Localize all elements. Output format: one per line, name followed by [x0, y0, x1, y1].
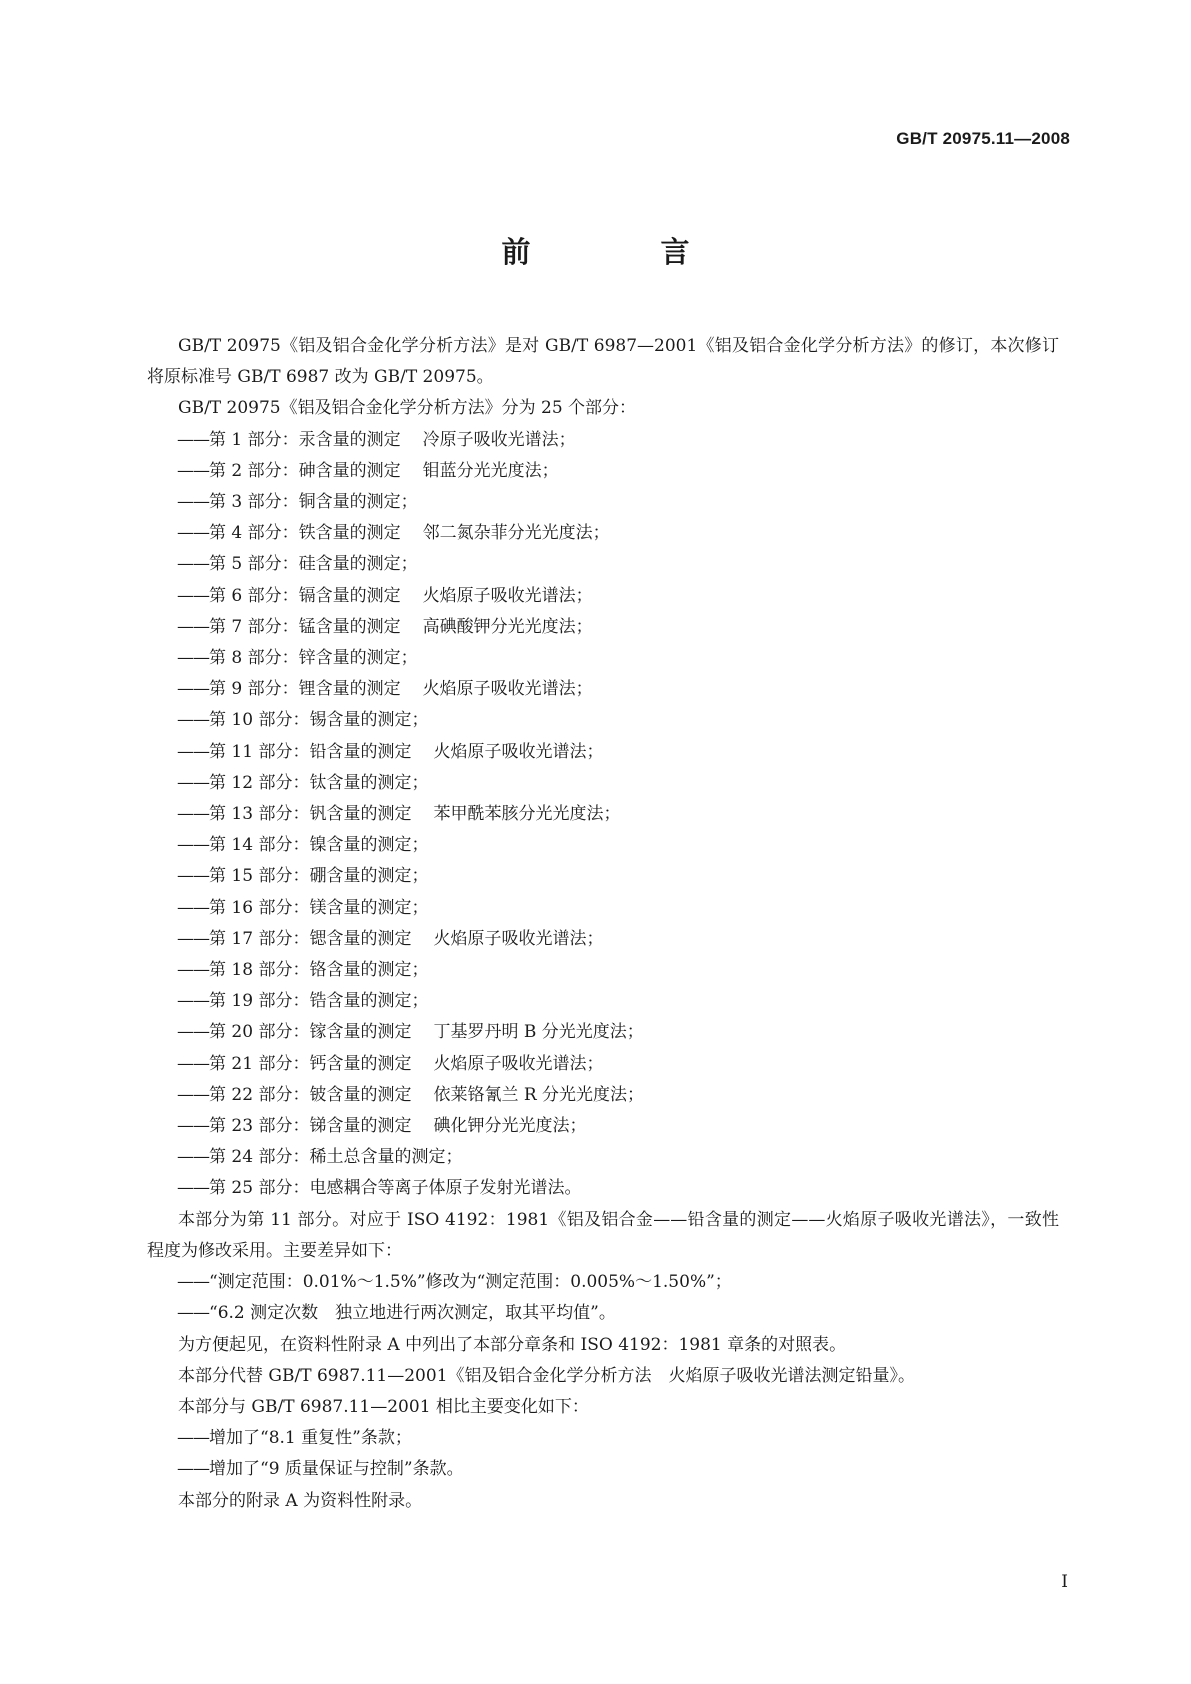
part-label: 第 10 部分：锡含量的测定；	[209, 710, 429, 731]
em-dash: ——	[177, 429, 209, 450]
part-method: 高碘酸钾分光光度法；	[422, 616, 593, 637]
part-method: 碘化钾分光光度法；	[433, 1116, 587, 1137]
change-item	[147, 1423, 1059, 1454]
part-label: 第 14 部分：镍含量的测定；	[209, 835, 429, 856]
em-dash: ——	[177, 804, 209, 825]
part-label: 第 18 部分：铬含量的测定；	[209, 960, 429, 981]
part-label: 第 15 部分：硼含量的测定；	[209, 866, 429, 887]
em-dash: ——	[177, 1084, 209, 1105]
intro-paragraph: GB/T 20975《铝及铝合金化学分析方法》是对 GB/T 6987—2001《铝及铝合金化学分析方法》的修订，本次修订将原标准号 GB/T 6987 改为 GB/T 20975。	[147, 336, 1059, 388]
em-dash: ——	[177, 835, 209, 856]
em-dash: ——	[177, 460, 209, 481]
part-list-item	[147, 1142, 1059, 1173]
part-list-item	[147, 487, 1059, 518]
part-list-item	[147, 1049, 1059, 1080]
em-dash: ——	[177, 1459, 209, 1480]
part-label: 第 13 部分：钒含量的测定	[209, 804, 412, 825]
em-dash: ——	[177, 960, 209, 981]
part-method: 苯甲酰苯胲分光光度法；	[433, 804, 621, 825]
difference-item	[147, 1267, 1059, 1298]
annex-final-paragraph: 本部分的附录 A 为资料性附录。	[178, 1490, 423, 1511]
part-method: 邻二氮杂菲分光光度法；	[422, 523, 610, 544]
part-label: 第 9 部分：锂含量的测定	[209, 679, 401, 700]
em-dash: ——	[177, 585, 209, 606]
part-list-item	[147, 643, 1059, 674]
change-item-text: 增加了“8.1 重复性”条款；	[209, 1428, 412, 1449]
changes-paragraph: 本部分与 GB/T 6987.11—2001 相比主要变化如下：	[178, 1396, 589, 1417]
em-dash: ——	[177, 1116, 209, 1137]
part-label: 第 8 部分：锌含量的测定；	[209, 648, 418, 669]
standard-number: GB/T 20975.11—2008	[896, 129, 1070, 148]
part-list-item	[147, 1111, 1059, 1142]
part-label: 第 11 部分：铅含量的测定	[209, 741, 412, 762]
part-label: 第 19 部分：锆含量的测定；	[209, 991, 429, 1012]
em-dash: ——	[177, 897, 209, 918]
part-method: 钼蓝分光光度法；	[422, 460, 559, 481]
em-dash: ——	[177, 1147, 209, 1168]
part-list-item	[147, 1080, 1059, 1111]
em-dash: ——	[177, 1272, 209, 1293]
em-dash: ——	[177, 679, 209, 700]
difference-item	[147, 1298, 1059, 1329]
parts-intro-paragraph: GB/T 20975《铝及铝合金化学分析方法》分为 25 个部分：	[178, 398, 637, 419]
em-dash: ——	[177, 648, 209, 669]
part-label: 第 5 部分：硅含量的测定；	[209, 554, 418, 575]
part-list-item	[147, 549, 1059, 580]
part-list-item	[147, 581, 1059, 612]
part-label: 第 6 部分：镉含量的测定	[209, 585, 401, 606]
part-label: 第 23 部分：锑含量的测定	[209, 1116, 412, 1137]
part-label: 第 16 部分：镁含量的测定；	[209, 897, 429, 918]
part-method: 火焰原子吸收光谱法；	[433, 1053, 604, 1074]
part-method: 火焰原子吸收光谱法；	[433, 928, 604, 949]
difference-item-text: “6.2 测定次数 独立地进行两次测定，取其平均值”。	[209, 1303, 616, 1324]
part-list-item	[147, 924, 1059, 955]
parts-list	[147, 425, 1059, 1205]
part-list-item	[147, 705, 1059, 736]
annex-note-paragraph: 为方便起见，在资料性附录 A 中列出了本部分章条和 ISO 4192：1981 章条的对照表。	[178, 1334, 847, 1355]
part-label: 第 1 部分：汞含量的测定	[209, 429, 401, 450]
foreword-body	[147, 331, 1059, 1517]
part-list-item	[147, 986, 1059, 1017]
part-label: 第 22 部分：铍含量的测定	[209, 1084, 412, 1105]
part-method: 火焰原子吸收光谱法；	[422, 679, 593, 700]
part-list-item	[147, 799, 1059, 830]
part-label: 第 7 部分：锰含量的测定	[209, 616, 401, 637]
part-label: 第 3 部分：铜含量的测定；	[209, 492, 418, 513]
part-list-item	[147, 456, 1059, 487]
change-item	[147, 1454, 1059, 1485]
part-method: 冷原子吸收光谱法；	[422, 429, 576, 450]
part-list-item	[147, 861, 1059, 892]
part-list-item	[147, 893, 1059, 924]
part-label: 第 4 部分：铁含量的测定	[209, 523, 401, 544]
part-label: 第 12 部分：钛含量的测定；	[209, 772, 429, 793]
em-dash: ——	[177, 1178, 209, 1199]
em-dash: ——	[177, 710, 209, 731]
part-label: 第 24 部分：稀土总含量的测定；	[209, 1147, 463, 1168]
em-dash: ——	[177, 1022, 209, 1043]
part-list-item	[147, 1017, 1059, 1048]
part-label: 第 2 部分：砷含量的测定	[209, 460, 401, 481]
difference-item-text: “测定范围：0.01%～1.5%”修改为“测定范围：0.005%～1.50%”；	[209, 1272, 732, 1293]
em-dash: ——	[177, 1303, 209, 1324]
part-method: 依莱铬氰兰 R 分光光度法；	[433, 1084, 645, 1105]
change-item-text: 增加了“9 质量保证与控制”条款。	[209, 1459, 464, 1480]
part-list-item	[147, 955, 1059, 986]
part-list-item	[147, 518, 1059, 549]
em-dash: ——	[177, 492, 209, 513]
part-method: 火焰原子吸收光谱法；	[433, 741, 604, 762]
part-method: 火焰原子吸收光谱法；	[422, 585, 593, 606]
part-list-item	[147, 425, 1059, 456]
page-number: I	[1061, 1572, 1068, 1592]
part-list-item	[147, 612, 1059, 643]
em-dash: ——	[177, 741, 209, 762]
part-list-item	[147, 737, 1059, 768]
part-list-item	[147, 768, 1059, 799]
em-dash: ——	[177, 1053, 209, 1074]
part-list-item	[147, 830, 1059, 861]
em-dash: ——	[177, 554, 209, 575]
part-label: 第 17 部分：锶含量的测定	[209, 928, 412, 949]
em-dash: ——	[177, 991, 209, 1012]
part-label: 第 21 部分：钙含量的测定	[209, 1053, 412, 1074]
em-dash: ——	[177, 772, 209, 793]
correspondence-paragraph: 本部分为第 11 部分。对应于 ISO 4192：1981《铝及铝合金——铅含量的测定——火焰原子吸收光谱法》，一致性程度为修改采用。主要差异如下：	[147, 1209, 1059, 1261]
page-title: 前 言	[501, 235, 750, 269]
part-method: 丁基罗丹明 B 分光光度法；	[433, 1022, 644, 1043]
em-dash: ——	[177, 1428, 209, 1449]
replaces-paragraph: 本部分代替 GB/T 6987.11—2001《铝及铝合金化学分析方法 火焰原子吸收光谱法测定铅量》。	[178, 1365, 916, 1386]
em-dash: ——	[177, 523, 209, 544]
em-dash: ——	[177, 866, 209, 887]
em-dash: ——	[177, 616, 209, 637]
part-list-item	[147, 674, 1059, 705]
part-list-item	[147, 1173, 1059, 1204]
part-label: 第 25 部分：电感耦合等离子体原子发射光谱法。	[209, 1178, 582, 1199]
em-dash: ——	[177, 928, 209, 949]
part-label: 第 20 部分：镓含量的测定	[209, 1022, 412, 1043]
